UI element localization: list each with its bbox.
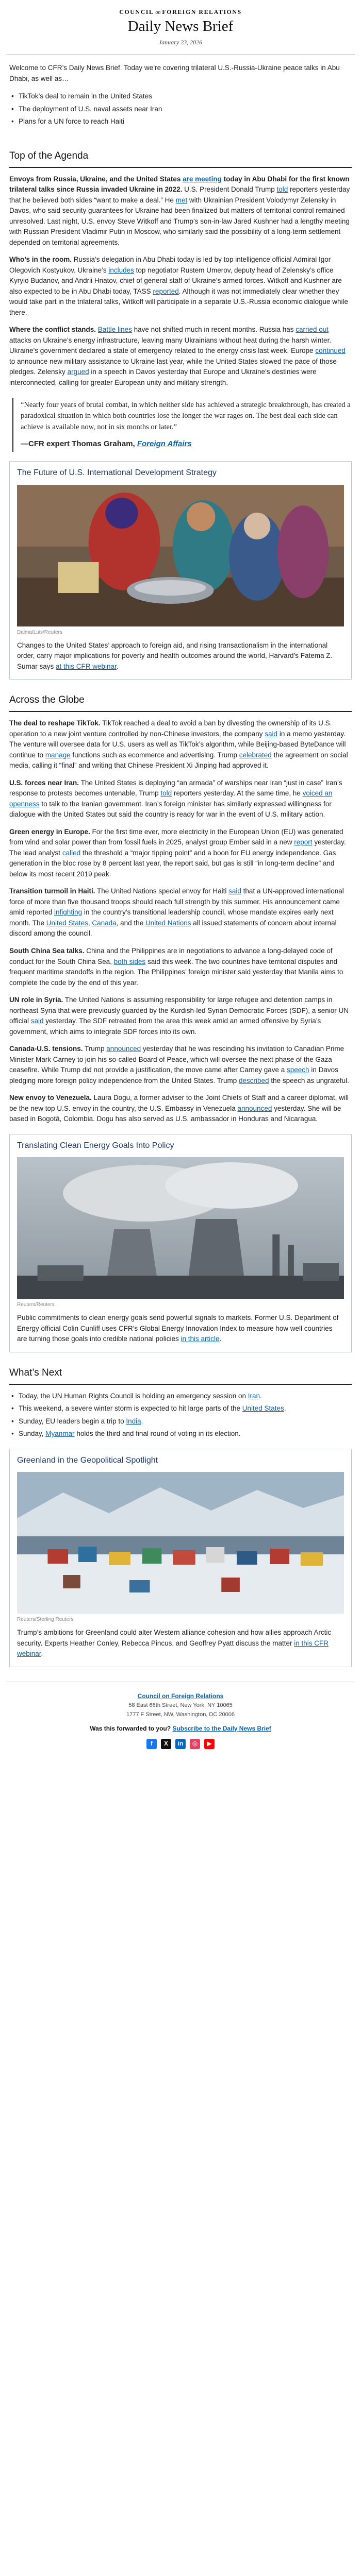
next-item	[11, 1403, 352, 1414]
text: .	[116, 662, 119, 670]
text: Sunday, EU leaders begin a trip to	[19, 1417, 126, 1425]
next-content	[6, 1391, 355, 1439]
text: reporters yesterday. At the same time, he	[172, 789, 303, 798]
intro-item	[11, 104, 352, 115]
text: in Davos pledging more foreign policy independence from the United States. Trump	[9, 1066, 338, 1084]
link-carried-out[interactable]: carried out	[296, 326, 329, 334]
instagram-icon[interactable]: ◎	[190, 1739, 200, 1749]
link-celebrated[interactable]: celebrated	[239, 751, 272, 759]
lead-in: Green energy in Europe.	[9, 827, 90, 836]
link-said[interactable]: said	[265, 730, 278, 738]
forwarded-note	[6, 1724, 355, 1734]
text: Changes to the United States’ approach to foreign aid, and rising transactionalism in the international order, carry major implications for poverty and health outcomes around the world, Harvard’s Fatema Z. Sumar says	[17, 641, 333, 670]
x-icon[interactable]: X	[161, 1739, 171, 1749]
text: the threshold a “major tipping point” and a boon for EU energy independence. Gas generation in the bloc rose by 8 percent last year, the report said, but gas is still “in long-term decline” and below its most recent 2019 peak.	[9, 849, 336, 878]
link-united-states[interactable]: United States	[46, 919, 88, 927]
bullet-icon: •	[11, 1404, 14, 1413]
text: reporters yesterday that he believed both sides “want to make a deal.” He	[9, 185, 350, 204]
link-united-states[interactable]: United States	[242, 1404, 284, 1413]
section-heading-top: Top of the Agenda	[9, 147, 352, 168]
link-speech[interactable]: speech	[287, 1066, 309, 1074]
quote-text: “Nearly four years of brutal combat, in which neither side has achieved a strategic breakthrough, has created a paradoxical situation in which both countries lose the longer the war rages on. The best deal each side can achieve is available now, not in six months or later.”	[21, 400, 351, 432]
lead-in: Where the conflict stands.	[9, 326, 96, 334]
text: have not shifted much in recent months. Russia has	[132, 326, 296, 334]
text: Public commitments to clean energy goals send powerful signals to markets. Former U.S. Department of Energy official Colin Cunliff uses CFR’s Global Energy Innovation Index to measure how well countries are turning those goals into credible national policies	[17, 1314, 339, 1343]
lead-in: New envoy to Venezuela.	[9, 1094, 92, 1102]
next-item	[11, 1429, 352, 1439]
text: that a UN-approved international force of more than five thousand troops should reach full strength by this summer. His announcement came amid reported	[9, 887, 344, 917]
globe-item-scs	[9, 946, 352, 988]
link-announced[interactable]: announced	[237, 1104, 272, 1112]
footer	[6, 1682, 355, 1770]
feature-greenland	[9, 1449, 352, 1667]
lead-in: Canada-U.S. tensions.	[9, 1045, 83, 1053]
linkedin-icon[interactable]: in	[175, 1739, 186, 1749]
section-heading-next: What’s Next	[9, 1364, 352, 1385]
link-this-article[interactable]: in this article	[180, 1335, 220, 1343]
bold-text: today in Abu Dhabi for the first known trilateral talks since Russia invaded Ukraine in 2022.	[9, 175, 350, 194]
text: .	[141, 1417, 143, 1425]
text: in a memo yesterday. The venture will oversee data for U.S. users as well as TikTok’s algorithm, while Beijing-based ByteDance will continue to	[9, 730, 346, 759]
lead-in: The deal to reshape TikTok.	[9, 719, 101, 727]
link-both-sides[interactable]: both sides	[113, 957, 146, 965]
link-foreign-affairs[interactable]: Foreign Affairs	[137, 439, 192, 448]
text: For the first time ever, more electricity in the European Union (EU) was generated from wind and solar power than from fossil fuels in 2025, analyst group Ember said in a new	[9, 827, 343, 846]
text: .	[41, 1650, 43, 1658]
globe-item-iran	[9, 778, 352, 820]
lead-in: UN role in Syria.	[9, 996, 63, 1004]
link-argued[interactable]: argued	[67, 368, 89, 376]
feature-title: The Future of U.S. International Development Strategy	[17, 468, 217, 478]
link-reported[interactable]: reported	[153, 287, 179, 295]
feature-development-strategy	[9, 461, 352, 680]
globe-item-venezuela	[9, 1093, 352, 1125]
text: .	[219, 1335, 222, 1343]
link-told[interactable]: told	[276, 185, 288, 194]
bullet-icon: •	[11, 92, 14, 100]
link-called[interactable]: called	[62, 849, 81, 857]
brand-left: COUNCIL	[119, 8, 154, 15]
expert-quote	[12, 398, 352, 452]
link-canada[interactable]: Canada	[92, 919, 117, 927]
text: .	[284, 1404, 286, 1413]
top-paragraph-2	[9, 255, 352, 318]
intro	[6, 55, 355, 135]
text: with Ukrainian President Volodymyr Zelensky in Davos, who said security guarantees for Ukraine had been finalized but matters of territorial control remained unresolved. Last night, U.S. envoy Steve Witkoff and Trump’s son-in-law Jared Kushner had a lengthy meeting with Russian President Vladimir Putin in Moscow, who similarly said the possibility of a long-term settlement depended on territorial agreements.	[9, 196, 350, 246]
text: holds the third and final round of voting in its election.	[74, 1430, 241, 1438]
top-paragraph-1	[9, 174, 352, 248]
link-iran[interactable]: Iran	[248, 1392, 260, 1400]
lead-in: U.S. forces near Iran.	[9, 778, 79, 787]
bullet-icon: •	[11, 117, 14, 126]
link-battle-lines[interactable]: Battle lines	[97, 326, 132, 334]
brand-sep: on	[155, 10, 161, 15]
text: yesterday. The lead analyst	[9, 838, 346, 857]
globe-item-syria	[9, 995, 352, 1037]
text: Trump’s ambitions for Greenland could alter Western alliance cohesion and how allies approach Arctic security. Experts Heather Conley, Rebecca Pincus, and Geoffrey Pyatt discuss the matter	[17, 1629, 332, 1647]
text: yesterday. The SDF retreated from the area this week amid an armed offensive by Syria’s government, which aims to integrate SDF forces into its own.	[9, 1017, 321, 1036]
text: TikTok reached a deal to avoid a ban by divesting the ownership of its U.S. operation to a new joint venture controlled by non-Chinese investors, the company	[9, 719, 332, 738]
text: Was this forwarded to you?	[90, 1724, 173, 1732]
link-told[interactable]: told	[160, 789, 172, 798]
section-heading-globe: Across the Globe	[9, 691, 352, 712]
text: This weekend, a severe winter storm is expected to hit large parts of the	[19, 1404, 242, 1413]
text: Russia’s delegation in Abu Dhabi today is led by top intelligence official Admiral Igor Olegovich Kostyukov. Ukraine’s	[9, 256, 331, 274]
intro-item	[11, 116, 352, 127]
intro-text: Welcome to CFR’s Daily News Brief. Today we’re covering trilateral U.S.-Russia-Ukraine peace talks in Abu Dhabi, as well as…	[9, 64, 340, 82]
text: in a speech in Davos yesterday that Europe and Ukraine’s destinies were interconnected, calling for greater European unity and military strength.	[9, 368, 317, 386]
footer-org-link[interactable]: Council on Foreign Relations	[137, 1692, 224, 1700]
text: functions such as ecommerce and advertising. Trump	[70, 751, 239, 759]
bullet-icon: •	[11, 1392, 14, 1400]
intro-item-text: TikTok’s deal to remain in the United States	[19, 92, 152, 100]
text: yesterday that he was rescinding his invitation to Canadian Prime Minister Mark Carney to join his so-called Board of Peace, which will oversee the next phase of the Gaza ceasefire. While Trump did not provide a justification, the move came after Carney gave a	[9, 1045, 344, 1074]
text: Today, the UN Human Rights Council is holding an emergency session on	[19, 1392, 248, 1400]
feature-image-power-plant	[17, 1157, 344, 1299]
next-item	[11, 1391, 352, 1402]
link-cfr-webinar[interactable]: at this CFR webinar	[56, 662, 117, 670]
link-voiced-openness[interactable]: voiced an openness	[9, 789, 333, 808]
feature-image-aid-workers	[17, 485, 344, 626]
next-item	[11, 1416, 352, 1427]
feature-clean-energy	[9, 1134, 352, 1352]
link-manage[interactable]: manage	[45, 751, 71, 759]
text: to announce new military assistance to Ukraine last year, while the United States slowed the pace of those pledges. Zelensky	[9, 357, 337, 376]
link-met[interactable]: met	[175, 196, 188, 204]
bullet-icon: •	[11, 1430, 14, 1438]
cfr-logo[interactable]	[6, 7, 355, 16]
lead-in: South China Sea talks.	[9, 946, 85, 955]
facebook-icon[interactable]: f	[146, 1739, 157, 1749]
text: . Although it was not immediately clear whether they would take part in the trilateral talks, Witkoff will participate in a separate U.S.-Russia economic dialogue while there.	[9, 287, 349, 316]
text: the speech as ungrateful.	[269, 1076, 349, 1084]
social-links	[6, 1739, 355, 1749]
text: said this week. The two countries have territorial disputes and frequent maritime standoffs in the region. The Philippines’ foreign minister said yesterday that Manila aims to complete the code by the end of this year.	[9, 957, 343, 987]
text: U.S. President Donald Trump	[182, 185, 277, 194]
text: in the country’s transitional leadership council, whose mandate expires early next month. The	[9, 908, 334, 927]
text: Laura Dogu, a former adviser to the Joint Chiefs of Staff and a career diplomat, will be the new top U.S. envoy in the country, the U.S. Embassy in Venezuela	[9, 1094, 349, 1112]
link-infighting[interactable]: infighting	[54, 908, 83, 917]
link-cfr-webinar[interactable]: in this CFR webinar	[17, 1639, 329, 1658]
intro-item-text: Plans for a UN force to reach Haiti	[19, 117, 124, 126]
link-said[interactable]: said	[228, 887, 241, 895]
bold-text: Envoys from Russia, Ukraine, and the United States	[9, 175, 183, 183]
link-described[interactable]: described	[239, 1076, 269, 1084]
next-list	[9, 1391, 352, 1439]
subscribe-link[interactable]: Subscribe to the Daily News Brief	[172, 1724, 271, 1732]
top-paragraph-3	[9, 325, 352, 388]
text: Sunday,	[19, 1430, 46, 1438]
link-are-meeting[interactable]: are meeting	[183, 175, 222, 183]
brand-right: FOREIGN RELATIONS	[162, 8, 242, 15]
text: all issued statements of concern about internal discord among the council.	[9, 919, 337, 938]
brief-date: January 23, 2026	[158, 39, 203, 46]
masthead	[6, 0, 355, 55]
globe-item-energy	[9, 827, 352, 880]
feature-title: Greenland in the Geopolitical Spotlight	[17, 1455, 158, 1465]
intro-item	[11, 91, 352, 102]
link-united-nations[interactable]: United Nations	[145, 919, 191, 927]
lead-in: Transition turmoil in Haiti.	[9, 887, 95, 895]
globe-content	[6, 718, 355, 1125]
link-report[interactable]: report	[294, 838, 313, 846]
intro-item-text: The deployment of U.S. naval assets near Iran	[19, 105, 162, 113]
text: .	[260, 1392, 262, 1400]
link-announced[interactable]: announced	[106, 1045, 141, 1053]
image-credit: Dalma/Luis/Reuters	[17, 629, 62, 635]
globe-item-canada	[9, 1044, 352, 1086]
link-myanmar[interactable]: Myanmar	[45, 1430, 75, 1438]
feature-text	[17, 1628, 344, 1659]
youtube-icon[interactable]: ▶	[204, 1739, 215, 1749]
feature-text	[17, 1313, 344, 1345]
image-credit: Reuters/Reuters	[17, 1302, 55, 1308]
lead-in: Who’s in the room.	[9, 256, 72, 264]
footer-address-dc: 1777 F Street, NW, Washington, DC 20006	[126, 1711, 235, 1718]
link-india[interactable]: India	[126, 1417, 141, 1425]
text: yesterday. She will be based in Bogotá, Colombia. Dogu has also served as U.S. ambassador in Honduras and Nicaragua.	[9, 1104, 341, 1123]
quote-attribution	[21, 438, 352, 450]
feature-title: Translating Clean Energy Goals Into Policy	[17, 1141, 174, 1150]
link-said[interactable]: said	[30, 1017, 44, 1025]
text: top negotiator Rustem Umerov, deputy head of Zelensky’s office Kyrylo Budanov, and Andrii Hnatov, chief of general staff of Ukraine’s armed forces. Witkoff and Kushner are also expected to be in Abu Dhabi today, TASS	[9, 266, 342, 295]
quote-author: —CFR expert Thomas Graham,	[21, 439, 137, 448]
top-content	[6, 174, 355, 452]
bullet-icon: •	[11, 1417, 14, 1425]
globe-item-haiti	[9, 886, 352, 939]
text: China and the Philippines are in negotiations to advance a long-delayed code of conduct for the South China Sea,	[9, 946, 333, 965]
footer-address-ny: 58 East 68th Street, New York, NY 10065	[128, 1702, 233, 1709]
text: the agreement on social media, calling it “final” and writing that Chinese President Xi Jinping had approved it.	[9, 751, 348, 770]
text: The United States is deploying “an armada” of warships near Iran “just in case” Iran’s response to protests becomes untenable, Trump	[9, 778, 342, 798]
link-includes[interactable]: includes	[108, 266, 134, 274]
text: Trump	[83, 1045, 107, 1053]
intro-list	[9, 91, 352, 127]
text: ,	[88, 919, 92, 927]
text: The United Nations special envoy for Haiti	[95, 887, 229, 895]
text: to talk to the Iranian government. Iran’s foreign minister has similarly expressed willingness for dialogue with the United States but said the country is ready for war in the event of U.S. military action.	[9, 800, 332, 819]
text: , and the	[116, 919, 145, 927]
brief-title: Daily News Brief	[127, 18, 234, 35]
text: The United Nations is assuming responsibility for large refugee and detention camps in northeast Syria that were previously guarded by the Kurdish-led Syrian Democratic Forces (SDF), a senior UN official	[9, 996, 349, 1025]
image-credit: Reuters/Sterling Reuters	[17, 1617, 74, 1623]
text: attacks on Ukraine’s energy infrastructure, leaving many Ukrainians without heat during the harsh winter. Ukraine’s government declared a state of emergency related to the energy crisis last week. Europe	[9, 336, 332, 355]
feature-text	[17, 640, 344, 672]
feature-image-greenland-town	[17, 1472, 344, 1614]
link-continued[interactable]: continued	[315, 347, 346, 355]
bullet-icon: •	[11, 105, 14, 113]
globe-item-tiktok	[9, 718, 352, 771]
